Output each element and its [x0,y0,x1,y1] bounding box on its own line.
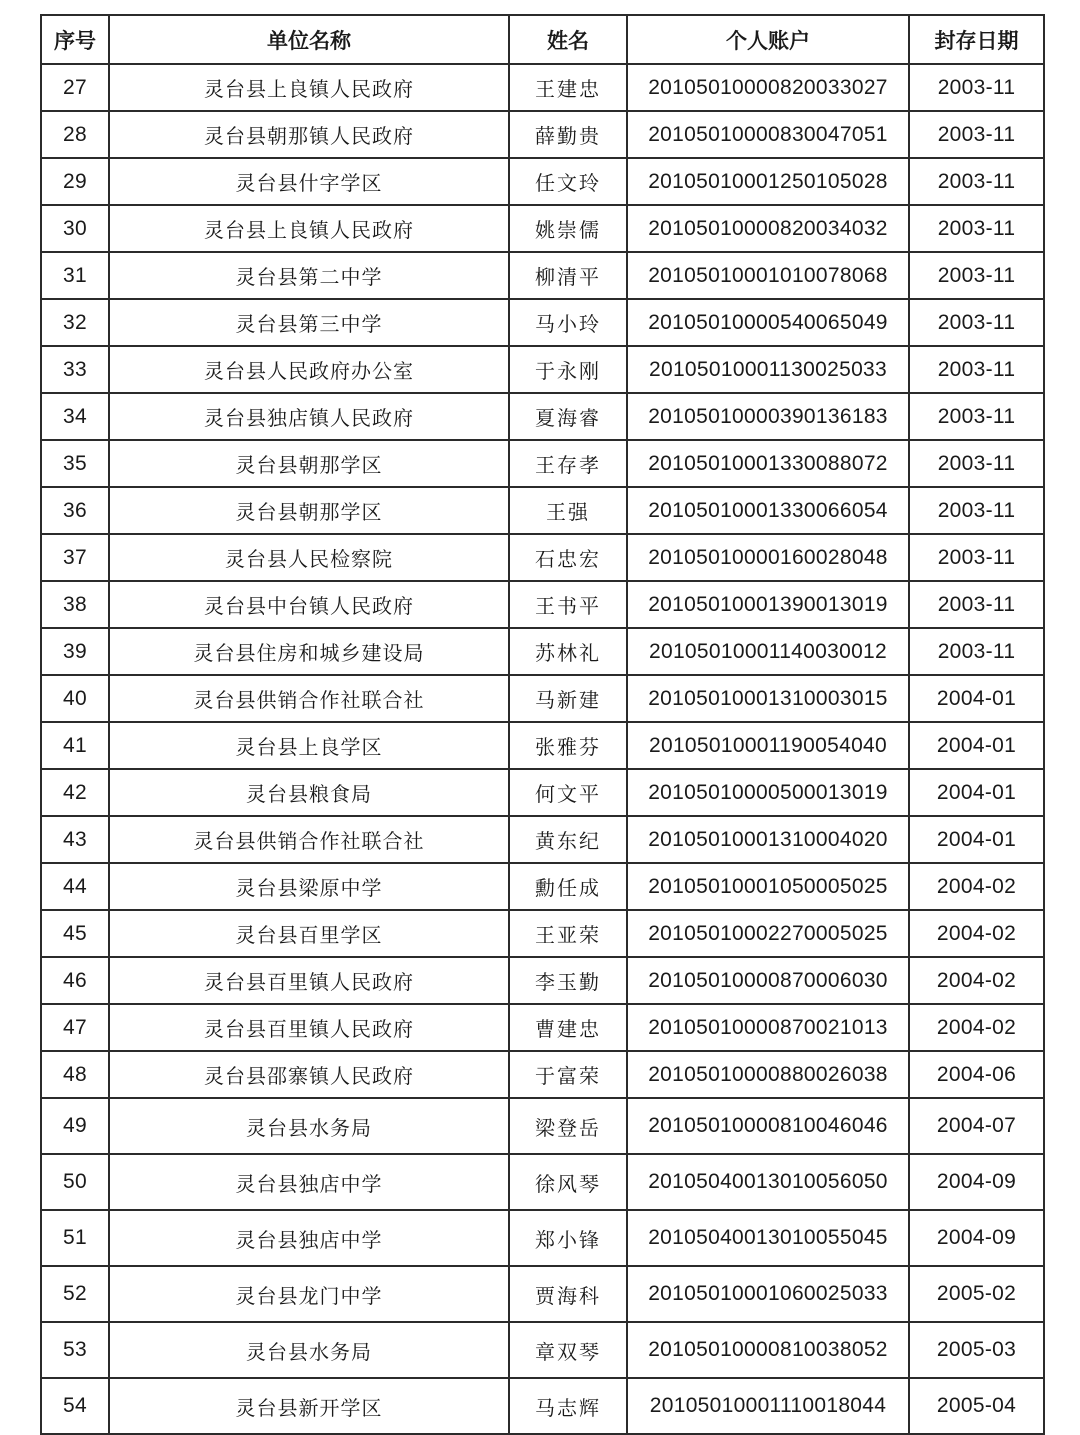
table-row [41,628,1044,675]
unit-name: 灵台县龙门中学 [109,1266,509,1322]
header-account: 个人账户 [627,15,909,64]
person-name: 夏海睿 [509,393,627,440]
account-number: 20105010000880026038 [627,1051,909,1098]
unit-name: 灵台县百里镇人民政府 [109,957,509,1004]
table-row [41,1378,1044,1434]
seal-date: 2004-02 [909,910,1044,957]
seal-date: 2005-02 [909,1266,1044,1322]
person-name: 薛勤贵 [509,111,627,158]
seal-date: 2003-11 [909,581,1044,628]
person-name: 王强 [509,487,627,534]
row-index: 48 [41,1051,109,1098]
unit-name: 灵台县独店中学 [109,1154,509,1210]
account-number: 20105010001390013019 [627,581,909,628]
table-row [41,816,1044,863]
unit-name: 灵台县人民检察院 [109,534,509,581]
unit-name: 灵台县上良镇人民政府 [109,64,509,111]
account-number: 20105040013010055045 [627,1210,909,1266]
row-index: 53 [41,1322,109,1378]
table-row [41,1051,1044,1098]
unit-name: 灵台县粮食局 [109,769,509,816]
table-row [41,487,1044,534]
account-number: 20105010001110018044 [627,1378,909,1434]
row-index: 27 [41,64,109,111]
person-name: 王建忠 [509,64,627,111]
person-name: 马新建 [509,675,627,722]
person-name: 任文玲 [509,158,627,205]
person-name: 马小玲 [509,299,627,346]
unit-name: 灵台县什字学区 [109,158,509,205]
table-row [41,1210,1044,1266]
account-number: 20105010001050005025 [627,863,909,910]
table-row [41,111,1044,158]
seal-date: 2005-03 [909,1322,1044,1378]
table-row [41,675,1044,722]
seal-date: 2004-01 [909,675,1044,722]
row-index: 33 [41,346,109,393]
account-number: 20105010001140030012 [627,628,909,675]
seal-date: 2003-11 [909,64,1044,111]
person-name: 贾海科 [509,1266,627,1322]
seal-date: 2003-11 [909,299,1044,346]
unit-name: 灵台县朝那镇人民政府 [109,111,509,158]
unit-name: 灵台县水务局 [109,1098,509,1154]
account-number: 20105010000160028048 [627,534,909,581]
unit-name: 灵台县独店镇人民政府 [109,393,509,440]
table-row [41,1322,1044,1378]
seal-date: 2004-09 [909,1154,1044,1210]
row-index: 43 [41,816,109,863]
person-name: 郑小锋 [509,1210,627,1266]
table-row [41,440,1044,487]
unit-name: 灵台县朝那学区 [109,487,509,534]
seal-date: 2003-11 [909,440,1044,487]
row-index: 37 [41,534,109,581]
table-row [41,769,1044,816]
seal-date: 2003-11 [909,534,1044,581]
person-name: 姚崇儒 [509,205,627,252]
person-name: 张雅芬 [509,722,627,769]
account-number: 20105010001330066054 [627,487,909,534]
person-name: 柳清平 [509,252,627,299]
person-name: 曹建忠 [509,1004,627,1051]
account-number: 20105010001310003015 [627,675,909,722]
account-number: 20105010000810046046 [627,1098,909,1154]
header-row [41,15,1044,64]
account-number: 20105010002270005025 [627,910,909,957]
seal-date: 2003-11 [909,111,1044,158]
table-row [41,863,1044,910]
table-row [41,1266,1044,1322]
person-name: 于富荣 [509,1051,627,1098]
unit-name: 灵台县第二中学 [109,252,509,299]
unit-name: 灵台县供销合作社联合社 [109,816,509,863]
table-body [41,64,1044,1434]
table-row [41,252,1044,299]
account-number: 20105010000810038052 [627,1322,909,1378]
unit-name: 灵台县独店中学 [109,1210,509,1266]
seal-date: 2003-11 [909,393,1044,440]
unit-name: 灵台县中台镇人民政府 [109,581,509,628]
person-name: 苏林礼 [509,628,627,675]
row-index: 54 [41,1378,109,1434]
unit-name: 灵台县人民政府办公室 [109,346,509,393]
unit-name: 灵台县朝那学区 [109,440,509,487]
row-index: 46 [41,957,109,1004]
table-row [41,722,1044,769]
account-number: 20105010001190054040 [627,722,909,769]
account-number: 20105010000500013019 [627,769,909,816]
seal-date: 2005-04 [909,1378,1044,1434]
person-name: 梁登岳 [509,1098,627,1154]
unit-name: 灵台县上良学区 [109,722,509,769]
seal-date: 2004-01 [909,722,1044,769]
person-name: 石忠宏 [509,534,627,581]
unit-name: 灵台县邵寨镇人民政府 [109,1051,509,1098]
person-name: 马志辉 [509,1378,627,1434]
unit-name: 灵台县上良镇人民政府 [109,205,509,252]
row-index: 38 [41,581,109,628]
table-row [41,1004,1044,1051]
unit-name: 灵台县百里学区 [109,910,509,957]
unit-name: 灵台县第三中学 [109,299,509,346]
seal-date: 2004-02 [909,957,1044,1004]
table-row [41,158,1044,205]
account-table [40,14,1045,1435]
account-number: 20105010001060025033 [627,1266,909,1322]
document-page [40,14,1043,1435]
unit-name: 灵台县新开学区 [109,1378,509,1434]
account-number: 20105010000830047051 [627,111,909,158]
row-index: 40 [41,675,109,722]
header-unit-name: 单位名称 [109,15,509,64]
row-index: 34 [41,393,109,440]
table-row [41,64,1044,111]
account-number: 20105010001310004020 [627,816,909,863]
row-index: 39 [41,628,109,675]
row-index: 42 [41,769,109,816]
seal-date: 2003-11 [909,158,1044,205]
row-index: 45 [41,910,109,957]
table-row [41,957,1044,1004]
person-name: 王存孝 [509,440,627,487]
seal-date: 2004-02 [909,863,1044,910]
seal-date: 2003-11 [909,252,1044,299]
seal-date: 2004-06 [909,1051,1044,1098]
person-name: 王亚荣 [509,910,627,957]
account-number: 20105010001010078068 [627,252,909,299]
header-seal-date: 封存日期 [909,15,1044,64]
seal-date: 2003-11 [909,346,1044,393]
row-index: 32 [41,299,109,346]
account-number: 20105010000820034032 [627,205,909,252]
person-name: 勳任成 [509,863,627,910]
seal-date: 2004-07 [909,1098,1044,1154]
row-index: 29 [41,158,109,205]
row-index: 51 [41,1210,109,1266]
table-row [41,346,1044,393]
seal-date: 2004-01 [909,769,1044,816]
person-name: 李玉勤 [509,957,627,1004]
seal-date: 2003-11 [909,205,1044,252]
seal-date: 2004-02 [909,1004,1044,1051]
account-number: 20105010000820033027 [627,64,909,111]
seal-date: 2003-11 [909,628,1044,675]
person-name: 于永刚 [509,346,627,393]
unit-name: 灵台县住房和城乡建设局 [109,628,509,675]
table-row [41,1154,1044,1210]
table-row [41,910,1044,957]
account-number: 20105010000390136183 [627,393,909,440]
account-number: 20105010000870021013 [627,1004,909,1051]
person-name: 徐风琴 [509,1154,627,1210]
unit-name: 灵台县供销合作社联合社 [109,675,509,722]
account-number: 20105010000540065049 [627,299,909,346]
row-index: 44 [41,863,109,910]
account-number: 20105010001330088072 [627,440,909,487]
account-number: 20105010001250105028 [627,158,909,205]
header-index: 序号 [41,15,109,64]
unit-name: 灵台县百里镇人民政府 [109,1004,509,1051]
seal-date: 2004-09 [909,1210,1044,1266]
unit-name: 灵台县梁原中学 [109,863,509,910]
row-index: 47 [41,1004,109,1051]
table-row [41,534,1044,581]
row-index: 28 [41,111,109,158]
row-index: 30 [41,205,109,252]
table-row [41,393,1044,440]
row-index: 31 [41,252,109,299]
account-number: 20105010000870006030 [627,957,909,1004]
person-name: 王书平 [509,581,627,628]
table-row [41,299,1044,346]
table-row [41,205,1044,252]
table-row [41,1098,1044,1154]
seal-date: 2004-01 [909,816,1044,863]
seal-date: 2003-11 [909,487,1044,534]
person-name: 何文平 [509,769,627,816]
person-name: 黄东纪 [509,816,627,863]
header-person-name: 姓名 [509,15,627,64]
row-index: 36 [41,487,109,534]
row-index: 35 [41,440,109,487]
person-name: 章双琴 [509,1322,627,1378]
unit-name: 灵台县水务局 [109,1322,509,1378]
row-index: 50 [41,1154,109,1210]
account-number: 20105040013010056050 [627,1154,909,1210]
row-index: 49 [41,1098,109,1154]
row-index: 41 [41,722,109,769]
row-index: 52 [41,1266,109,1322]
table-row [41,581,1044,628]
account-number: 20105010001130025033 [627,346,909,393]
